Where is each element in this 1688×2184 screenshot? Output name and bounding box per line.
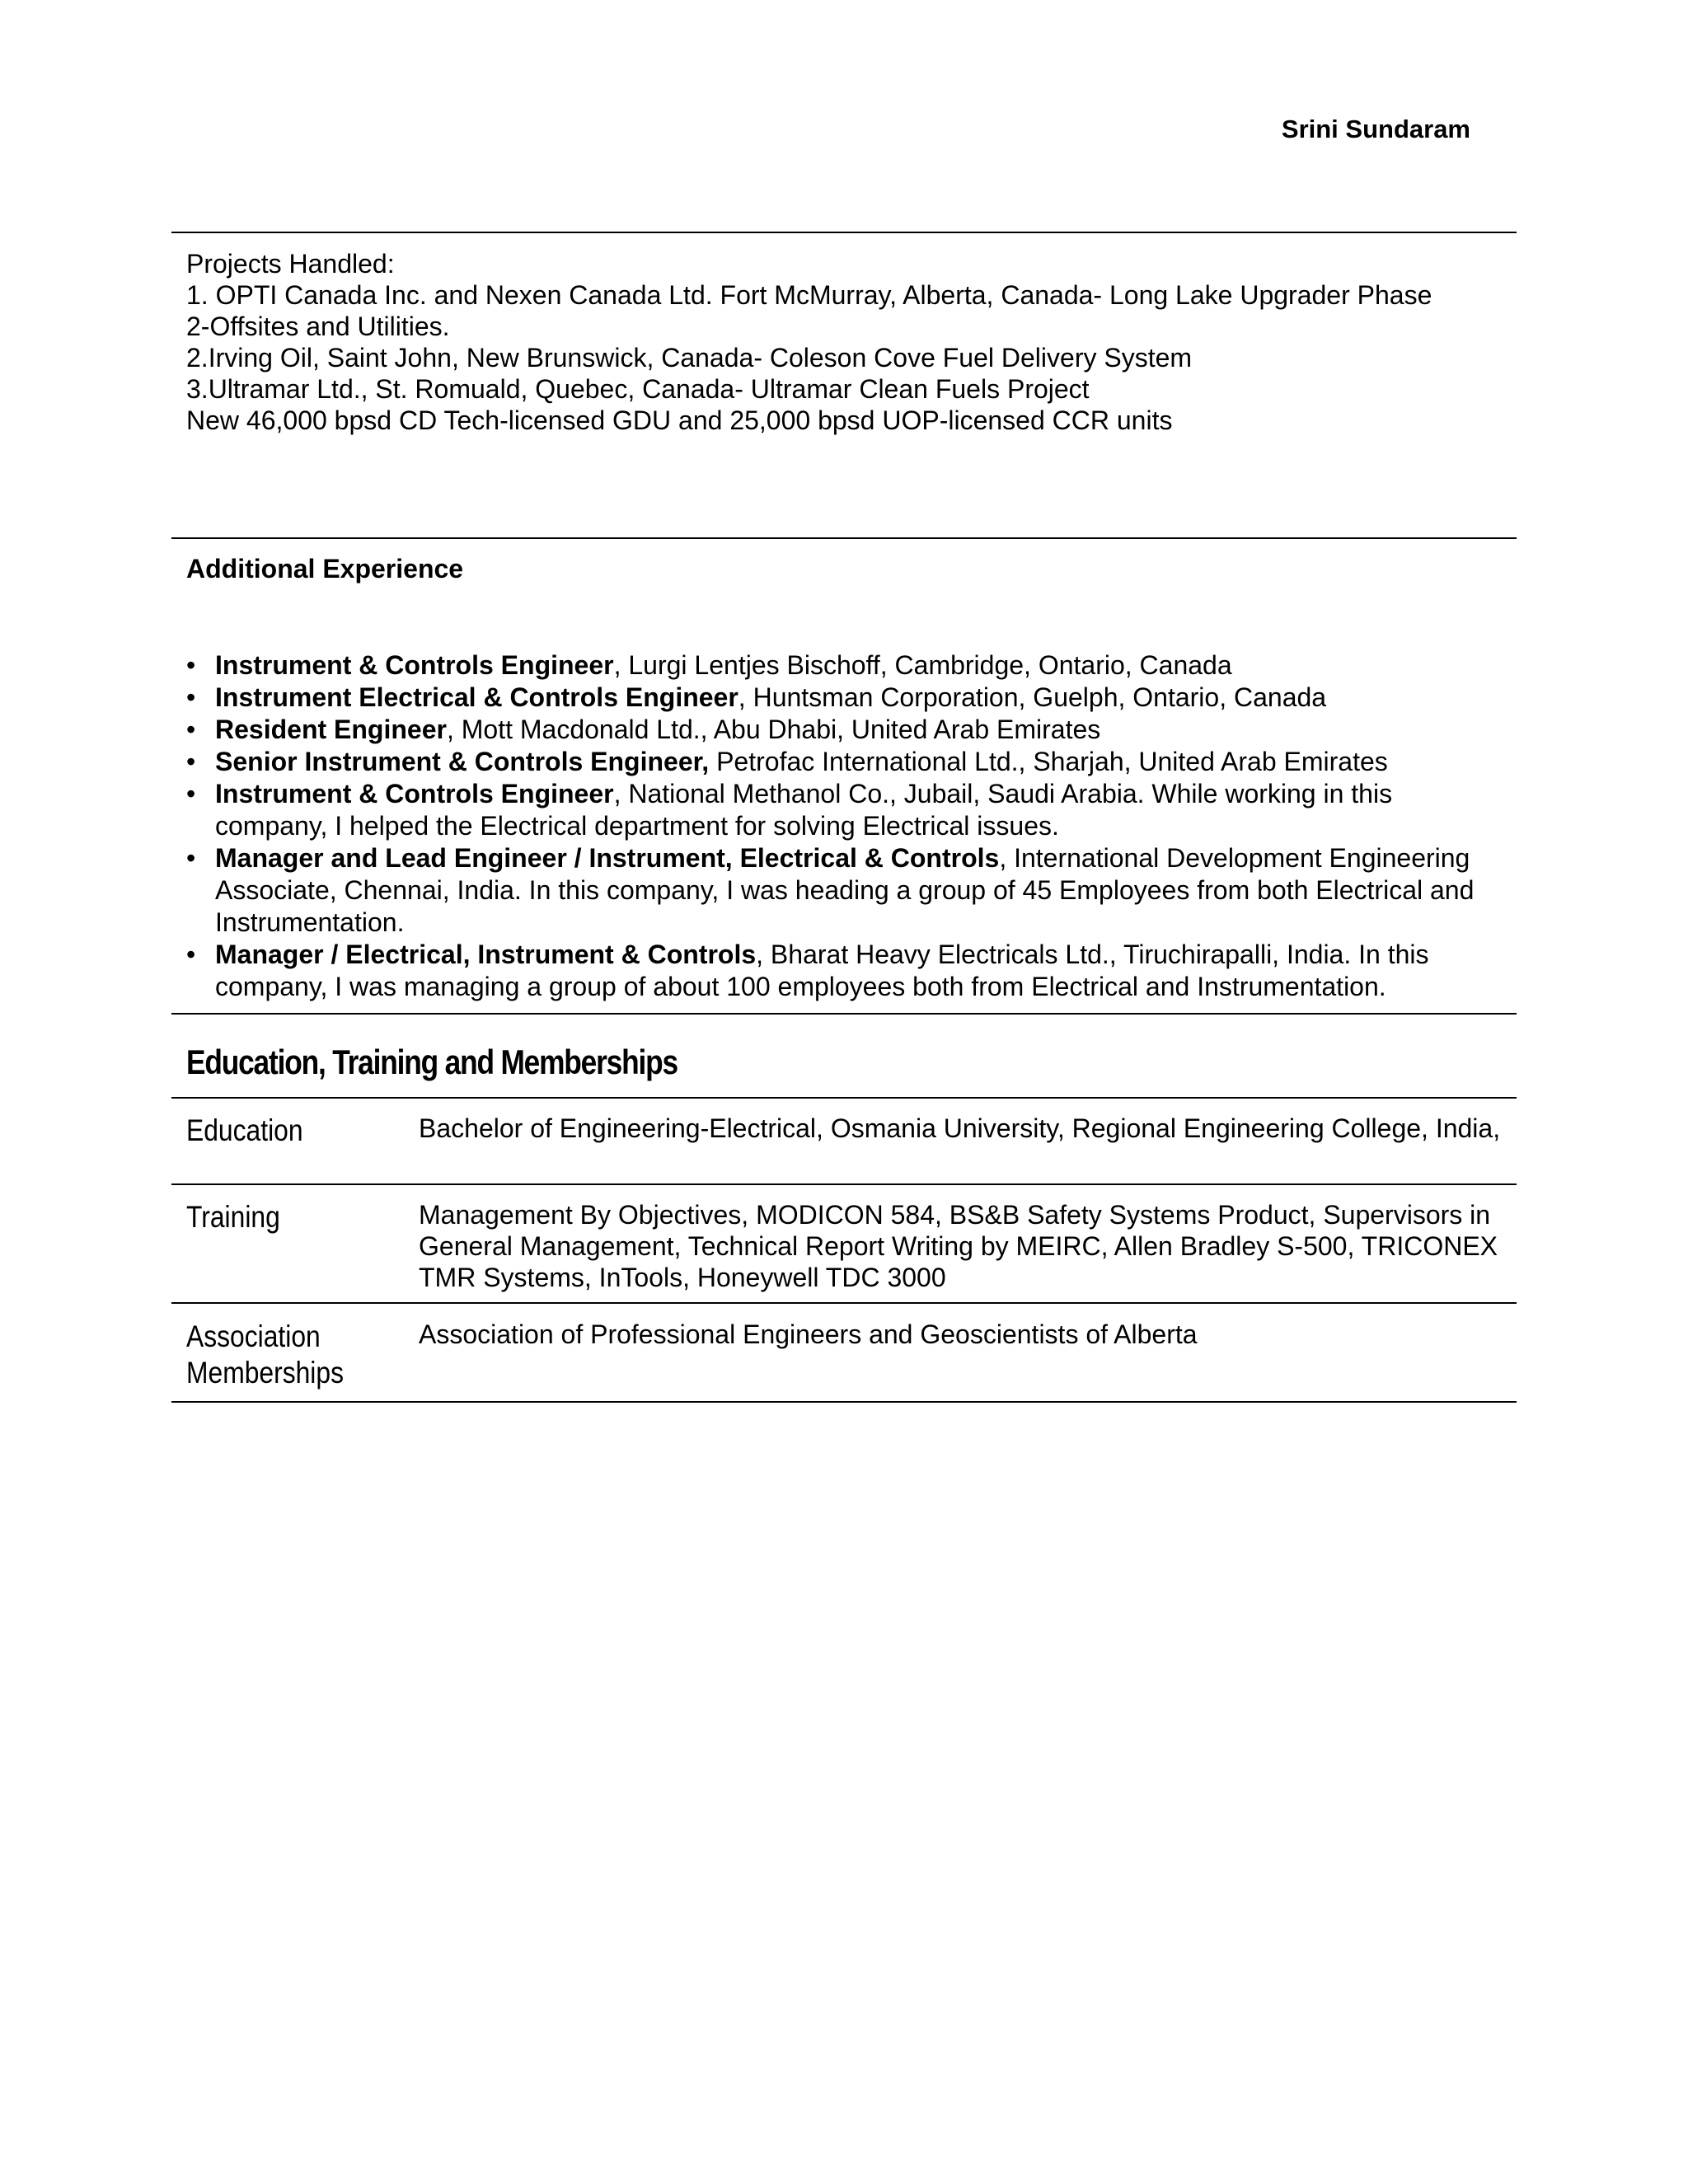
experience-detail: , Lurgi Lentjes Bischoff, Cambridge, Ontario, Canada — [613, 650, 1232, 680]
experience-role: Instrument & Controls Engineer — [215, 650, 614, 680]
experience-detail: , National Methanol Co., Jubail, Saudi Arabia. While working in this company, I helped the Electrical department for solving Electrical issues. — [215, 779, 1393, 841]
experience-role: Manager and Lead Engineer / Instrument, Electrical & Controls — [215, 843, 1000, 873]
project-line: 2.Irving Oil, Saint John, New Brunswick, Canada- Coleson Cove Fuel Delivery System — [186, 343, 1193, 373]
experience-item — [186, 714, 1505, 746]
experience-item — [186, 746, 1505, 778]
association-label — [186, 1319, 399, 1391]
section-divider — [171, 1013, 1517, 1015]
experience-detail: Petrofac International Ltd., Sharjah, United Arab Emirates — [709, 747, 1388, 776]
additional-experience-heading: Additional Experience — [186, 554, 464, 583]
table-divider — [171, 1097, 1517, 1099]
experience-list — [186, 649, 1505, 1003]
experience-item — [186, 682, 1505, 714]
project-line: 2-Offsites and Utilities. — [186, 312, 450, 341]
experience-detail: , Mott Macdonald Ltd., Abu Dhabi, United Arab Emirates — [446, 715, 1101, 744]
project-line: New 46,000 bpsd CD Tech-licensed GDU and 25,000 bpsd UOP-licensed CCR units — [186, 405, 1173, 435]
experience-item — [186, 649, 1505, 682]
table-divider — [171, 1183, 1517, 1185]
experience-role: Instrument Electrical & Controls Engineer — [215, 682, 738, 712]
resume-owner-name: Srini Sundaram — [1281, 115, 1470, 143]
projects-handled-block — [186, 248, 1505, 436]
bullet-icon: • — [186, 650, 196, 680]
project-line: 3.Ultramar Ltd., St. Romuald, Quebec, Canada- Ultramar Clean Fuels Project — [186, 374, 1090, 404]
projects-heading: Projects Handled: — [186, 249, 395, 279]
experience-detail: , Bharat Heavy Electricals Ltd., Tiruchirapalli, India. In this company, I was managing a group of about 100 employees both from Electrical and Instrumentation. — [215, 940, 1429, 1001]
experience-detail: , International Development Engineering Associate, Chennai, India. In this company, I was heading a group of 45 Employees from both Electrical and Instrumentation. — [215, 843, 1475, 937]
section-divider — [171, 537, 1517, 539]
bullet-icon: • — [186, 779, 196, 808]
bullet-icon: • — [186, 843, 196, 873]
training-label: Training — [186, 1200, 280, 1234]
bullet-icon: • — [186, 940, 196, 969]
education-section-heading: Education, Training and Memberships — [186, 1043, 678, 1081]
association-label-line: Memberships — [186, 1356, 344, 1390]
experience-detail: , Huntsman Corporation, Guelph, Ontario, Canada — [738, 682, 1327, 712]
association-value: Association of Professional Engineers and Geoscientists of Alberta — [419, 1319, 1198, 1349]
section-divider — [171, 232, 1517, 233]
table-divider — [171, 1401, 1517, 1403]
bullet-icon: • — [186, 682, 196, 712]
bullet-icon: • — [186, 747, 196, 776]
experience-role: Instrument & Controls Engineer — [215, 779, 614, 808]
project-line: 1. OPTI Canada Inc. and Nexen Canada Ltd. Fort McMurray, Alberta, Canada- Long Lake Upgrader Phase — [186, 280, 1432, 310]
education-value: Bachelor of Engineering-Electrical, Osmania University, Regional Engineering College, India, — [419, 1113, 1501, 1143]
experience-item — [186, 939, 1505, 1003]
table-divider — [171, 1302, 1517, 1304]
bullet-icon: • — [186, 715, 196, 744]
training-value: Management By Objectives, MODICON 584, BS&B Safety Systems Product, Supervisors in General Management, Technical Report Writing by MEIRC, Allen Bradley S-500, TRICONEX TMR Systems, InTools, Honeywell TDC 3000 — [419, 1200, 1498, 1292]
experience-item — [186, 778, 1505, 842]
experience-role: Resident Engineer — [215, 715, 447, 744]
experience-role: Manager / Electrical, Instrument & Controls — [215, 940, 757, 969]
experience-item — [186, 842, 1505, 939]
association-label-line: Association — [186, 1319, 321, 1353]
experience-role: Senior Instrument & Controls Engineer, — [215, 747, 710, 776]
education-label: Education — [186, 1113, 303, 1147]
